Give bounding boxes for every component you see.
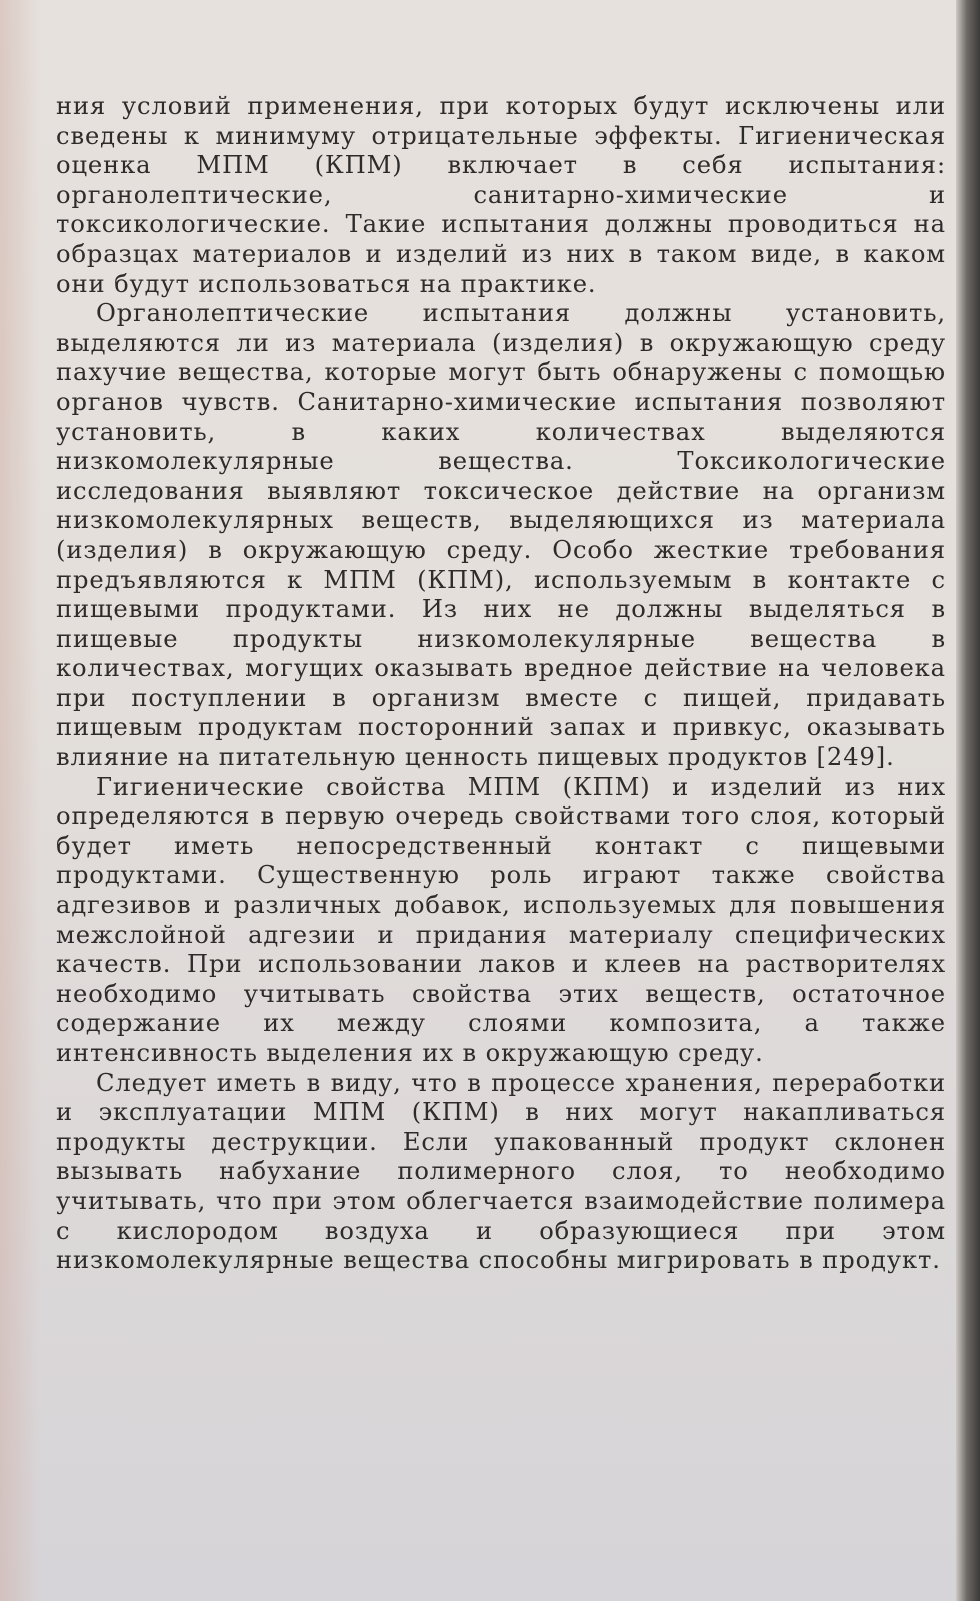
paragraph-4: Следует иметь в виду, что в процессе хранения, переработки и эксплуатации МПМ (КПМ) в них могут накапливаться продукты деструкции. Если упакованный продукт склонен вызывать набухание полимерного слоя, то необходимо учитывать, что при этом облегчается взаимодействие полимера с кислородом воздуха и образующиеся при этом низкомолекулярные вещества способны мигрировать в продукт.	[56, 1068, 946, 1275]
page-shadow	[0, 0, 40, 1601]
paragraph-2: Органолептические испытания должны установить, выделяются ли из материала (изделия) в окружающую среду пахучие вещества, которые могут быть обнаружены с помощью органов чувств. Санитарно-химические испытания позволяют установить, в каких количествах выделяются низкомолекулярные вещества. Токсикологические исследования выявляют токсическое действие на организм низкомолекулярных веществ, выделяющихся из материала (изделия) в окружающую среду. Особо жесткие требования предъявляются к МПМ (КПМ), используемым в контакте с пищевыми продуктами. Из них не должны выделяться в пищевые продукты низкомолекулярные вещества в количествах, могущих оказывать вредное действие на человека при поступлении в организм вместе с пищей, придавать пищевым продуктам посторонний запах и привкус, оказывать влияние на питательную ценность пищевых продуктов [249].	[56, 299, 946, 772]
paragraph-1: ния условий применения, при которых будут исключены или сведены к минимуму отрицательные эффекты. Гигиеническая оценка МПМ (КПМ) включает в себя испытания: органолептические, санитарно-химические и токсикологические. Такие испытания должны проводиться на образцах материалов и изделий из них в таком виде, в каком они будут использоваться на практике.	[56, 92, 946, 298]
paragraph-3: Гигиенические свойства МПМ (КПМ) и изделий из них определяются в первую очередь свойствами того слоя, который будет иметь непосредственный контакт с пищевыми продуктами. Существенную роль играют также свойства адгезивов и различных добавок, используемых для повышения межслойной адгезии и придания материалу специфических качеств. При использовании лаков и клеев на растворителях необходимо учитывать свойства этих веществ, остаточное содержание их между слоями композита, а также интенсивность выделения их в окружающую среду.	[56, 772, 946, 1067]
body-text	[56, 92, 946, 1276]
book-spine-edge	[956, 0, 980, 1601]
